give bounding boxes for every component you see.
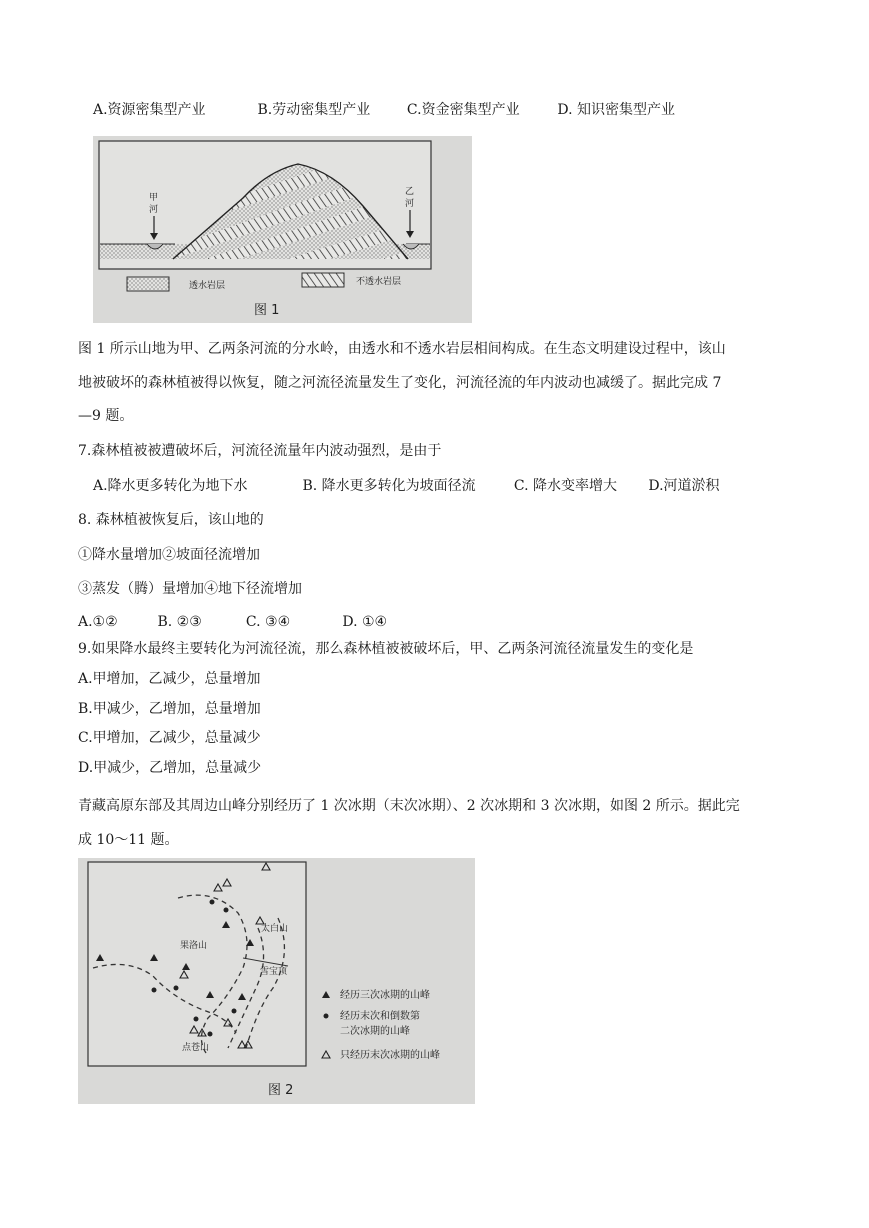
q9-option-b: B.甲减少，乙增加，总量增加 [78,701,261,717]
legend-two-label-a: 经历末次和倒数第 [340,1011,420,1022]
q8-option-b: B. ②③ [157,614,202,630]
q8-option-d: D. ①④ [342,614,388,630]
intro-1-line-1: 图 1 所示山地为甲、乙两条河流的分水岭，由透水和不透水岩层相间构成。在生态文明建设过程中，该山 [78,341,726,357]
q6-option-a: A.资源密集型产业 [93,102,206,118]
legend-one-label: 只经历末次冰期的山峰 [340,1050,440,1061]
q8-option-c: C. ③④ [245,614,291,630]
q7-option-d: D.河道淤积 [648,478,720,494]
q6-options [93,100,675,120]
label-yi-river: 河 [405,199,415,209]
label-yi: 乙 [405,187,415,197]
q9-option-d: D.甲减少，乙增加，总量减少 [78,760,262,776]
label-xuebao-peak: 雪宝顶 [260,967,288,977]
q7-option-b: B. 降水更多转化为坡面径流 [302,478,476,494]
legend-permeable-label: 透水岩层 [189,281,226,291]
q7-options [93,476,720,496]
q7-option-c: C. 降水变率增大 [513,478,618,494]
figure-1-cross-section [93,136,472,323]
intro-2-line-2: 成 10～11 题。 [78,832,179,848]
legend-two-icon [324,1014,329,1019]
figure-1-caption: 图 1 [254,303,280,318]
label-guoluo-mountain: 果洛山 [180,941,208,951]
legend-permeable-swatch [127,277,169,291]
legend-one-icon [322,1051,330,1058]
q8-stem: 8. 森林植被恢复后，该山地的 [78,512,264,528]
q8-choices-line-1: ①降水量增加②坡面径流增加 [78,547,260,563]
q9-stem: 9.如果降水最终主要转化为河流径流，那么森林植被被破坏后，甲、乙两条河流径流量发生的变化是 [78,641,694,657]
figure-2-map [78,858,475,1104]
intro-2-line-1: 青藏高原东部及其周边山峰分别经历了 1 次冰期（末次冰期）、2 次冰期和 3 次冰期，如图 2 所示。据此完 [78,798,740,814]
figure-1 [93,136,472,323]
label-jia: 甲 [149,193,159,203]
q7-option-a: A.降水更多转化为地下水 [93,478,248,494]
intro-1-line-3: —9 题。 [78,408,134,424]
q6-option-b: B.劳动密集型产业 [257,102,371,118]
q8-choices-line-2: ③蒸发（腾）量增加④地下径流增加 [78,581,302,597]
q7-stem: 7.森林植被被遭破坏后，河流径流量年内波动强烈，是由于 [78,443,442,459]
q9-option-c: C.甲增加，乙减少，总量减少 [78,730,261,746]
legend-three-label: 经历三次冰期的山峰 [340,990,430,1001]
legend-impermeable-swatch [302,273,344,287]
intro-1-line-2: 地被破坏的森林植被得以恢复，随之河流径流量发生了变化，河流径流的年内波动也减缓了。据此完成 7 [78,375,722,391]
q6-option-d: D. 知识密集型产业 [557,102,675,118]
label-diancang-mountain: 点苍山 [182,1043,210,1053]
q9-option-a: A.甲增加，乙减少，总量增加 [78,671,261,687]
figure-2 [78,858,475,1104]
legend-impermeable-label: 不透水岩层 [356,277,402,287]
label-jia-river: 河 [149,205,159,215]
label-taibai-mountain: 太白山 [261,924,289,934]
q8-options [78,612,387,632]
legend-three-icon [322,991,330,998]
q6-option-c: C.资金密集型产业 [406,102,520,118]
figure-2-caption: 图 2 [268,1083,294,1098]
q8-option-a: A.①② [78,614,118,630]
legend-two-label-b: 二次冰期的山峰 [340,1026,410,1037]
